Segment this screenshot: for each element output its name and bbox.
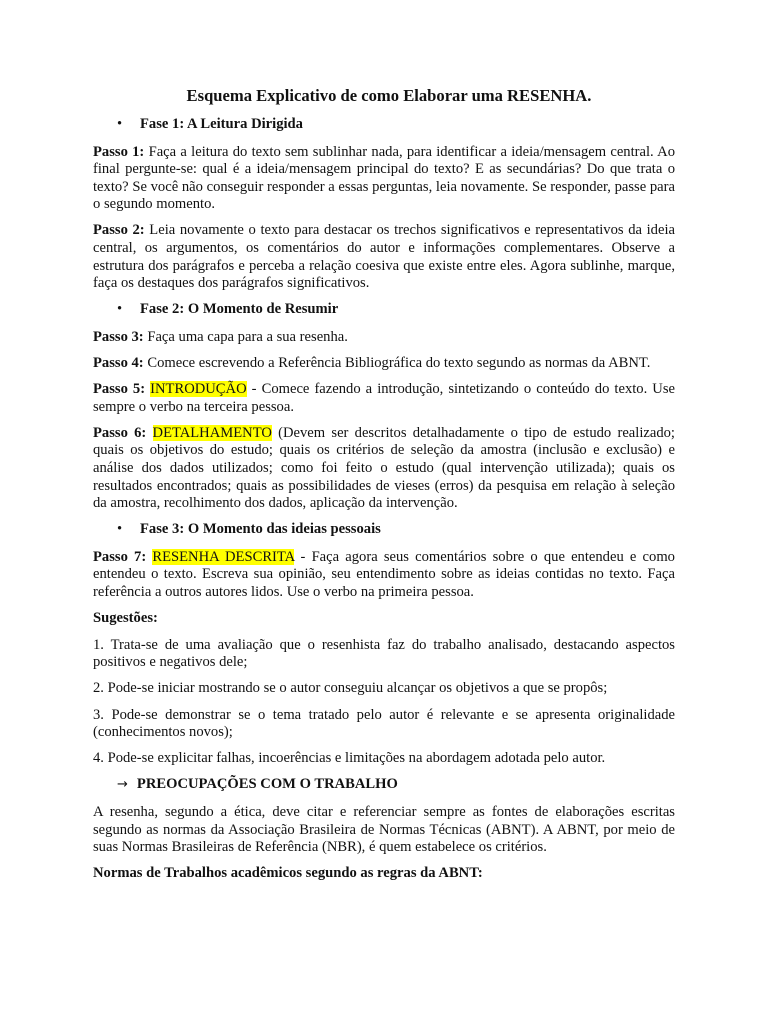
arrow-right-icon: → [117,777,128,793]
concerns-paragraph: A resenha, segundo a ética, deve citar e referenciar sempre as fontes de elaborações escritas segundo as normas da Associação Brasileira de Normas Técnicas (ABNT). A ABNT, por meio de suas Normas Brasileiras de Referência (NBR), é quem estabelece os critérios. [93,803,675,856]
suggestions-section [93,610,675,768]
concerns-heading [93,776,675,794]
step-3-text: Faça uma capa para a sua resenha. [143,328,348,345]
step-5-text: - Comece fazendo a introdução, sintetizando o conteúdo do texto. Use sempre o verbo na terceira pessoa. [93,381,675,415]
concerns-heading-text: PREOCUPAÇÕES COM O TRABALHO [136,776,398,793]
step-4-label: Passo 4: [93,355,144,372]
phase-3-label: Fase 3: O Momento das ideias pessoais [140,521,381,538]
phase-3-heading [93,521,675,539]
suggestion-item: 1. Trata-se de uma avaliação que o resenhista faz do trabalho analisado, destacando aspectos positivos e negativos dele; [93,636,675,671]
step-7-highlight: RESENHA DESCRITA [152,548,295,565]
step-1-paragraph [93,144,675,214]
step-2-label: Passo 2: [93,222,145,239]
step-3-label: Passo 3: [93,328,144,345]
step-5-highlight: INTRODUÇÃO [150,381,247,398]
step-2-paragraph [93,222,675,292]
step-5-label: Passo 5: [93,381,146,398]
bullet-icon: • [117,301,123,318]
phase-2-heading [93,301,675,319]
step-4-paragraph [93,355,675,373]
document-title: Esquema Explicativo de como Elaborar uma RESENHA. [186,86,592,105]
suggestions-heading: Sugestões: [93,610,158,627]
step-3-paragraph [93,329,675,347]
phase-1-label: Fase 1: A Leitura Dirigida [140,116,303,132]
step-1-text: Faça a leitura do texto sem sublinhar nada, para identificar a ideia/mensagem central. Ao final pergunte-se: qual é a ideia/mensagem principal do texto? E as secundárias? Do que trata o texto? Se você não conseguir responder a essas perguntas, leia novamente. Se responder, passe para o segundo momento. [93,143,675,213]
step-7-paragraph [93,549,675,602]
phase-2-label: Fase 2: O Momento de Resumir [140,301,339,318]
step-1-label: Passo 1: [93,143,145,160]
step-6-paragraph [93,425,675,513]
bullet-icon: • [117,116,123,132]
document-page [93,86,675,891]
step-6-highlight: DETALHAMENTO [152,424,272,441]
phase-1-heading [93,116,675,134]
step-2-text: Leia novamente o texto para destacar os trechos significativos e representativos da ideia central, os argumentos, os comentários do autor e informações complementares. Observe a estrutura dos parágrafos e perceba a relação coesiva que existe entre eles. Agora sublinhe, marque, faça os destaques dos parágrafos significativos. [93,222,675,292]
suggestion-item: 2. Pode-se iniciar mostrando se o autor conseguiu alcançar os objetivos a que se propôs; [93,680,608,697]
norms-heading: Normas de Trabalhos acadêmicos segundo as regras da ABNT: [93,865,483,882]
step-6-text: (Devem ser descritos detalhadamente o tipo de estudo realizado; quais os objetivos do estudo; quais os critérios de seleção da amostra (inclusão e exclusão) e análise dos dados utilizados; como foi feito o estudo (qual intervenção utilizada); quais os resultados encontrados; quais as possibilidades de vieses (erros) da pesquisa em relação à seleção da amostra, recolhimento dos dados, aplicação da intervenção. [93,424,675,512]
step-5-paragraph [93,381,675,416]
step-4-text: Comece escrevendo a Referência Bibliográfica do texto segundo as normas da ABNT. [143,355,651,372]
step-7-text: - Faça agora seus comentários sobre o que entendeu e como entendeu o texto. Escreva sua opinião, seu entendimento sobre as ideias contidas no texto. Faça referência a outros autores lidos. Use o verbo na primeira pessoa. [93,548,675,601]
step-7-label: Passo 7: [93,548,147,565]
suggestion-item: 4. Pode-se explicitar falhas, incoerências e limitações na abordagem adotada pelo autor. [93,750,606,767]
suggestion-item: 3. Pode-se demonstrar se o tema tratado pelo autor é relevante e se apresenta originalidade (conhecimentos novos); [93,706,675,741]
bullet-icon: • [117,521,123,538]
step-6-label: Passo 6: [93,424,147,441]
